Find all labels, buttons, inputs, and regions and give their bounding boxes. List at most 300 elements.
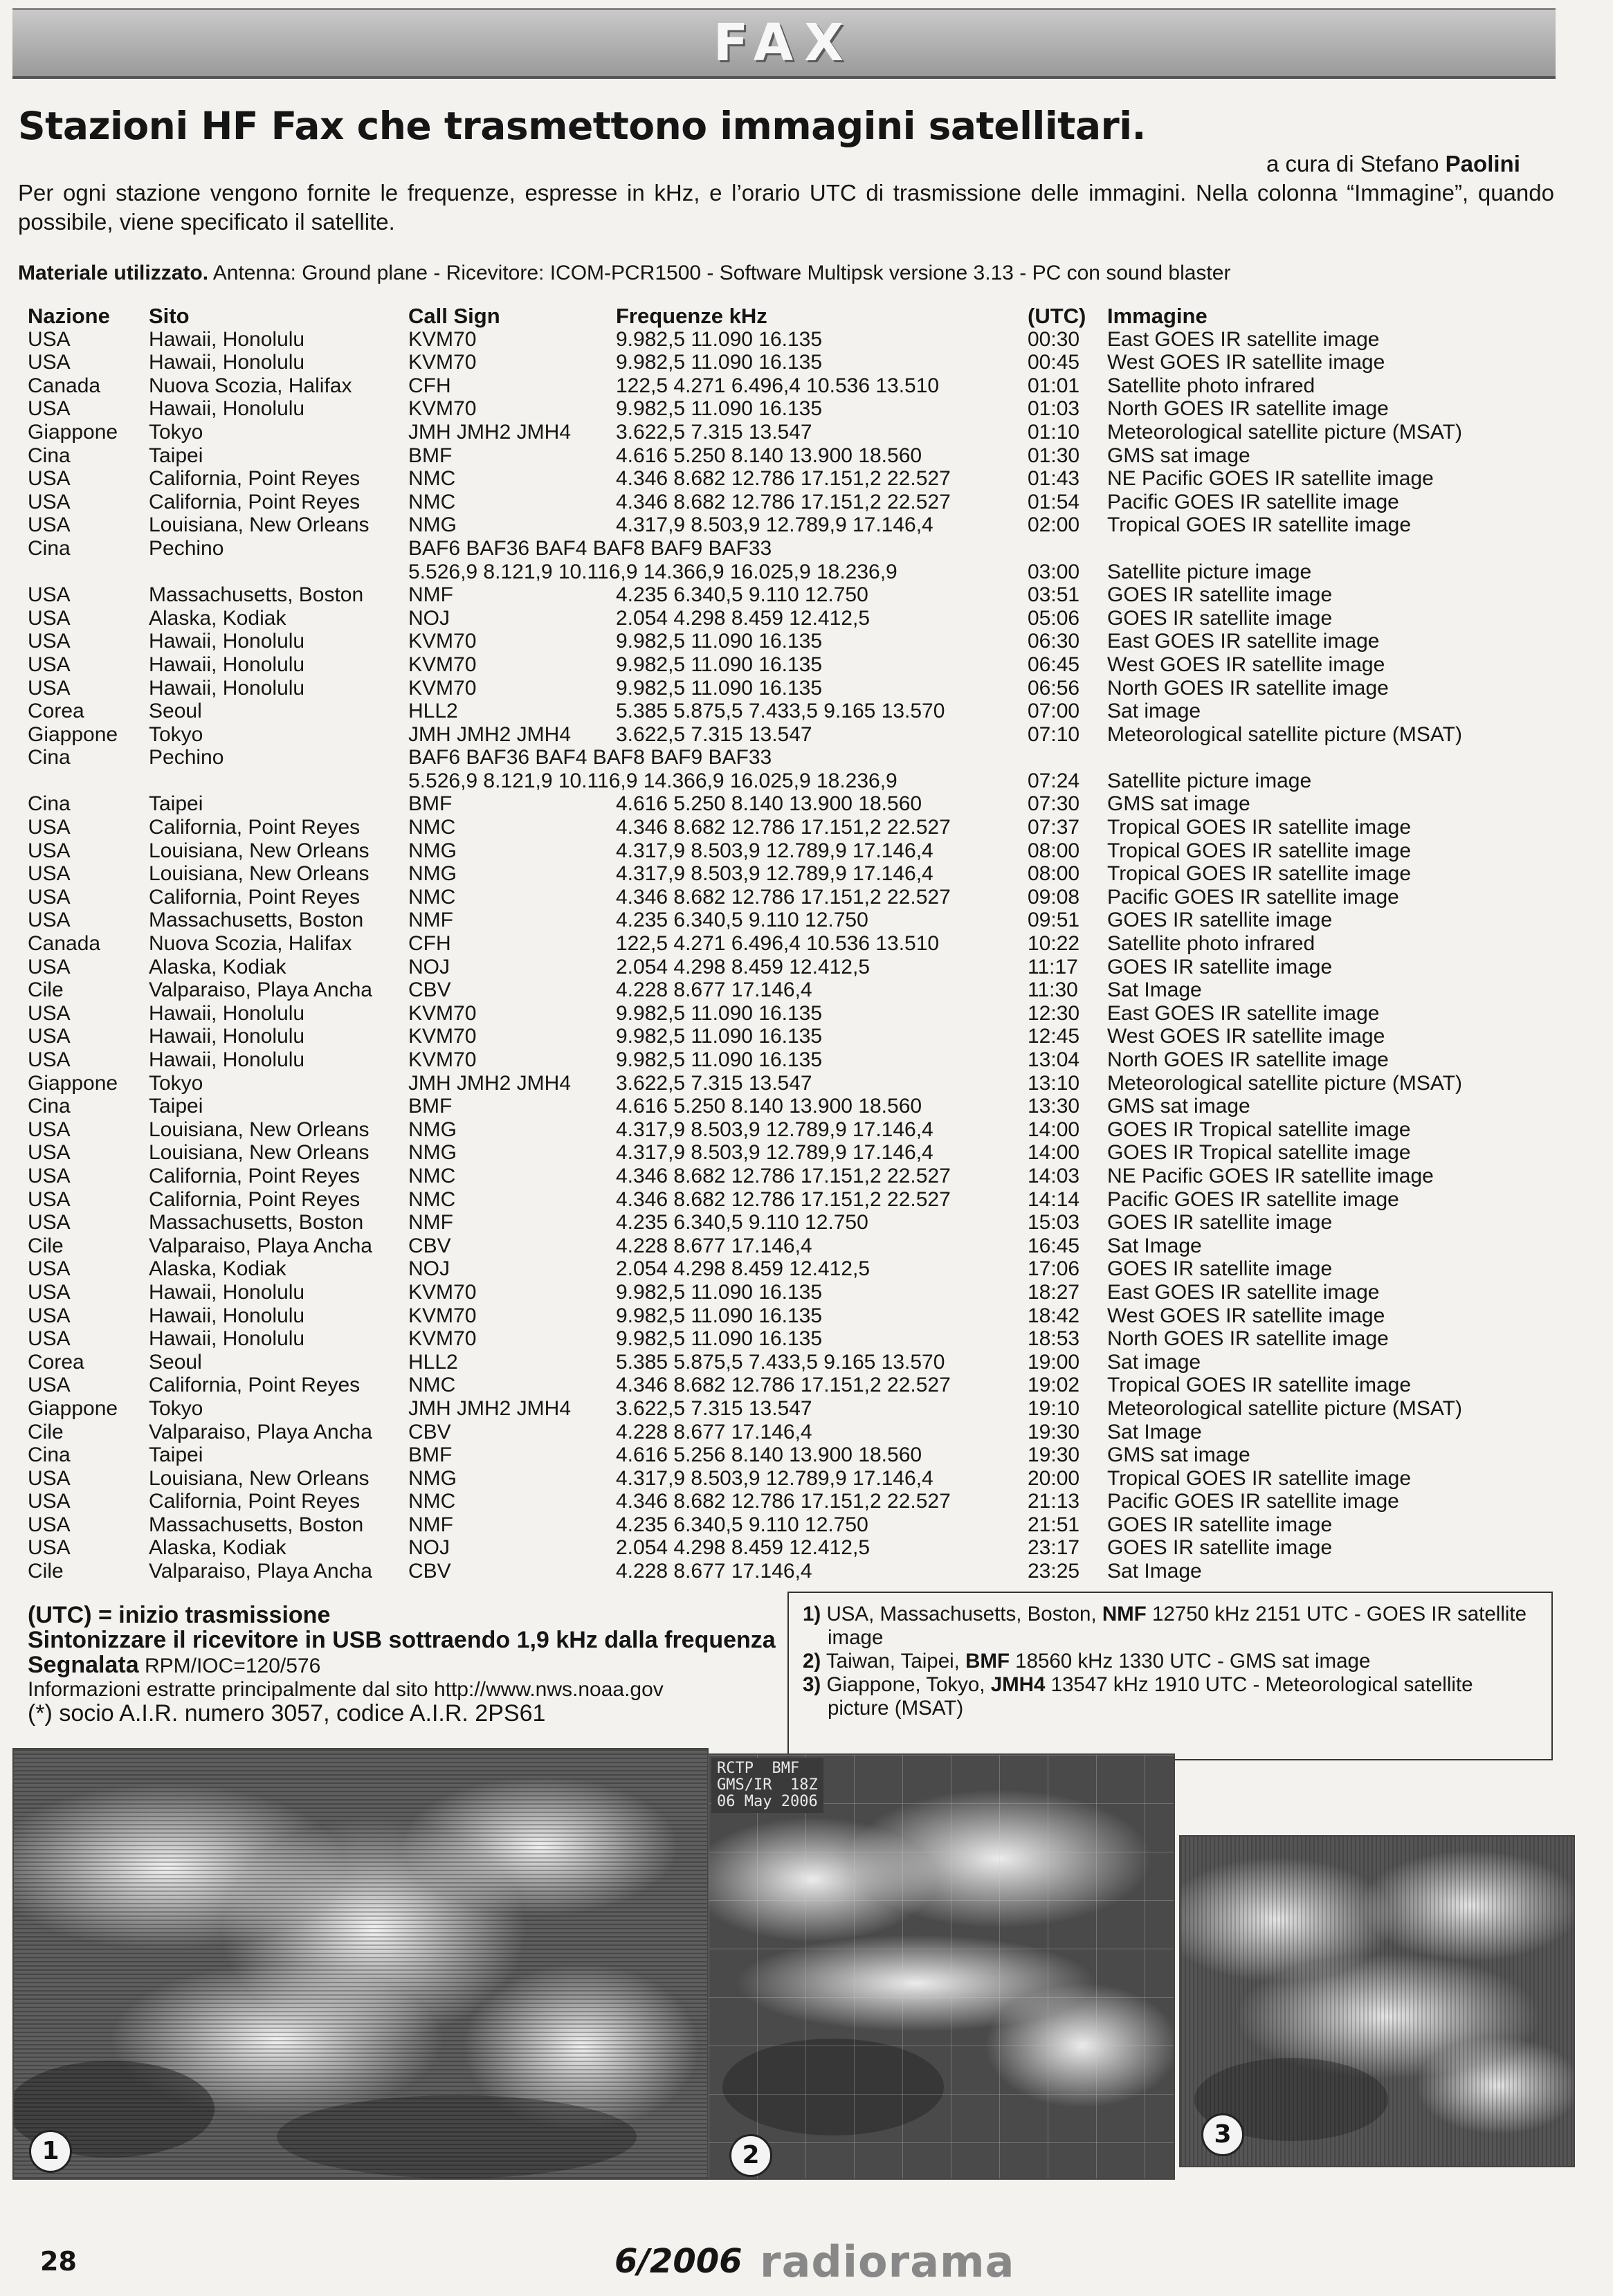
cell-utc: 05:06 [1028,606,1080,630]
cell-image: GOES IR satellite image [1107,909,1333,932]
cell-nation: Cina [28,792,71,816]
cell-image: Tropical GOES IR satellite image [1107,816,1412,839]
cell-call: NMF [408,1211,453,1234]
caption-item [803,1650,1538,1673]
cell-site: Seoul [149,1350,202,1374]
cell-freq: 9.982,5 11.090 16.135 [616,1025,823,1048]
cell-utc: 19:10 [1028,1396,1080,1420]
cell-utc: 17:06 [1028,1257,1080,1281]
cell-call: BAF6 BAF36 BAF4 BAF8 BAF9 BAF33 [408,536,772,560]
caption-num: 3) [803,1673,821,1696]
cell-call: 5.526,9 8.121,9 10.116,9 14.366,9 16.025,9 18.236,9 [408,560,897,583]
cell-site: California, Point Reyes [149,816,361,839]
cell-site: Hawaii, Honolulu [149,1327,305,1351]
cell-utc: 09:51 [1028,909,1080,932]
cell-site: Hawaii, Honolulu [149,630,305,653]
cell-utc: 03:51 [1028,583,1080,607]
cell-utc: 06:45 [1028,653,1080,676]
cell-site: Valparaiso, Playa Ancha [149,1560,372,1583]
cell-site: Alaska, Kodiak [149,1257,286,1281]
satellite-image-2 [707,1753,1175,2180]
caption-pre: Taiwan, Taipei, [826,1650,966,1673]
cell-utc: 21:51 [1028,1513,1080,1536]
cell-image: GOES IR satellite image [1107,955,1333,978]
caption-call: NMF [1102,1603,1147,1625]
cell-call: CBV [408,1420,451,1443]
cell-utc: 11:17 [1028,955,1078,978]
cell-freq: 4.317,9 8.503,9 12.789,9 17.146,4 [616,1118,933,1141]
materials-line [18,262,1230,285]
cell-freq: 4.228 8.677 17.146,4 [616,978,812,1002]
cell-call: JMH JMH2 JMH4 [408,1396,572,1420]
cell-call: KVM70 [408,1025,477,1048]
cell-utc: 18:42 [1028,1304,1080,1327]
satellite-image-3 [1179,1835,1575,2167]
cell-utc: 07:30 [1028,792,1080,816]
cell-freq: 9.982,5 11.090 16.135 [616,1304,823,1327]
cell-freq: 4.616 5.250 8.140 13.900 18.560 [616,444,922,467]
cell-site: California, Point Reyes [149,1374,361,1397]
cell-freq: 4.317,9 8.503,9 12.789,9 17.146,4 [616,1141,933,1165]
cell-image: NE Pacific GOES IR satellite image [1107,467,1434,491]
cell-utc: 15:03 [1028,1211,1080,1234]
cell-utc: 07:10 [1028,722,1080,746]
cell-utc: 18:27 [1028,1280,1080,1304]
cell-utc: 14:00 [1028,1118,1080,1141]
cell-site: Louisiana, New Orleans [149,839,370,862]
cell-freq: 4.346 8.682 12.786 17.151,2 22.527 [616,1164,951,1187]
cell-image: Sat image [1107,700,1201,723]
cell-utc: 10:22 [1028,932,1080,956]
cell-freq: 3.622,5 7.315 13.547 [616,1071,812,1095]
caption-post: 12750 kHz 2151 UTC - GOES IR satellite image [828,1603,1527,1649]
cell-freq: 5.385 5.875,5 7.433,5 9.165 13.570 [616,1350,945,1374]
page-footer [0,2236,1613,2285]
satellite-image-1 [12,1748,709,2180]
cell-nation: Giappone [28,420,118,444]
cell-image: Pacific GOES IR satellite image [1107,490,1399,513]
cell-utc: 13:10 [1028,1071,1080,1095]
cell-image: Pacific GOES IR satellite image [1107,1490,1399,1513]
cell-freq: 2.054 4.298 8.459 12.412,5 [616,606,871,630]
cell-site: California, Point Reyes [149,1490,361,1513]
cell-image: North GOES IR satellite image [1107,397,1389,421]
cell-image: Sat Image [1107,978,1202,1002]
cell-site: Hawaii, Honolulu [149,1304,305,1327]
cell-image: Tropical GOES IR satellite image [1107,513,1412,537]
cell-site: Massachusetts, Boston [149,583,364,607]
cell-call: NMF [408,909,453,932]
cell-site: California, Point Reyes [149,885,361,909]
cell-nation: USA [28,1374,71,1397]
cell-utc: 08:00 [1028,862,1080,886]
cell-utc: 09:08 [1028,885,1080,909]
cell-utc: 08:00 [1028,839,1080,862]
caption-call: BMF [965,1650,1010,1673]
cell-nation: USA [28,1187,71,1211]
cell-call: KVM70 [408,1327,477,1351]
cell-image: GOES IR satellite image [1107,583,1333,607]
cell-utc: 19:02 [1028,1374,1080,1397]
cell-image: GMS sat image [1107,1443,1250,1467]
cell-image: NE Pacific GOES IR satellite image [1107,1164,1434,1187]
cell-freq: 4.228 8.677 17.146,4 [616,1420,812,1443]
cell-utc: 07:00 [1028,700,1080,723]
cell-freq: 3.622,5 7.315 13.547 [616,722,812,746]
cell-nation: USA [28,583,71,607]
cell-image: East GOES IR satellite image [1107,327,1380,351]
cell-call: NMF [408,583,453,607]
cell-call: NMC [408,1374,456,1397]
cell-site: Hawaii, Honolulu [149,327,305,351]
cell-site: Hawaii, Honolulu [149,653,305,676]
cell-call: KVM70 [408,653,477,676]
cell-nation: USA [28,327,71,351]
cell-site: Taipei [149,792,203,816]
cell-image: Meteorological satellite picture (MSAT) [1107,1071,1462,1095]
cell-freq: 122,5 4.271 6.496,4 10.536 13.510 [616,932,940,956]
cell-site: Nuova Scozia, Halifax [149,374,352,397]
cell-nation: USA [28,1327,71,1351]
cell-image: Tropical GOES IR satellite image [1107,839,1412,862]
cell-freq: 9.982,5 11.090 16.135 [616,1327,823,1351]
cell-nation: Corea [28,700,84,723]
cell-freq: 4.235 6.340,5 9.110 12.750 [616,1211,868,1234]
cell-site: Massachusetts, Boston [149,1513,364,1536]
cell-freq: 3.622,5 7.315 13.547 [616,1396,812,1420]
cell-image: GOES IR satellite image [1107,1536,1333,1560]
page-number: 28 [40,2246,77,2277]
header-call: Call Sign [408,304,500,328]
cell-utc: 01:30 [1028,444,1080,467]
cell-site: Tokyo [149,420,203,444]
cell-nation: USA [28,816,71,839]
cell-image: GOES IR satellite image [1107,1257,1333,1281]
cell-nation: Canada [28,374,101,397]
cell-site: Valparaiso, Playa Ancha [149,978,372,1002]
cell-freq: 4.317,9 8.503,9 12.789,9 17.146,4 [616,862,933,886]
article-title: Stazioni HF Fax che trasmettono immagini satellitari. [18,104,1146,148]
cell-utc: 01:54 [1028,490,1080,513]
cell-site: Hawaii, Honolulu [149,1280,305,1304]
intro-paragraph: Per ogni stazione vengono fornite le frequenze, espresse in kHz, e l’orario UTC di trasmissione delle immagini. Nella colonna “Immagine”, quando possibile, viene specificato il satellite. [18,180,1554,235]
cell-nation: USA [28,490,71,513]
cell-call: CBV [408,978,451,1002]
caption-post: 18560 kHz 1330 UTC - GMS sat image [1009,1650,1371,1673]
cell-call: NMG [408,513,457,537]
cell-site: Hawaii, Honolulu [149,676,305,700]
cell-nation: USA [28,1466,71,1490]
cell-call: NMC [408,816,456,839]
cell-utc: 19:30 [1028,1443,1080,1467]
cell-image: East GOES IR satellite image [1107,1001,1380,1025]
cell-image: Sat Image [1107,1420,1202,1443]
author-name: Paolini [1445,151,1520,176]
caption-num: 1) [803,1603,821,1625]
cell-utc: 02:00 [1028,513,1080,537]
cell-nation: USA [28,513,71,537]
cell-call: JMH JMH2 JMH4 [408,1071,572,1095]
cell-freq: 2.054 4.298 8.459 12.412,5 [616,955,871,978]
cell-site: Hawaii, Honolulu [149,351,305,374]
cell-nation: USA [28,1001,71,1025]
cell-nation: USA [28,1048,71,1071]
cell-image: Tropical GOES IR satellite image [1107,1374,1412,1397]
cell-site: Pechino [149,746,224,769]
cell-site: California, Point Reyes [149,467,361,491]
cell-call: KVM70 [408,1280,477,1304]
cell-nation: USA [28,862,71,886]
cell-nation: USA [28,1141,71,1165]
cell-utc: 13:30 [1028,1095,1080,1118]
cell-utc: 07:24 [1028,769,1080,792]
author-prefix: a cura di Stefano [1266,151,1439,176]
header-site: Sito [149,304,190,328]
cell-site: Louisiana, New Orleans [149,513,370,537]
cell-call: BMF [408,792,453,816]
cell-utc: 01:03 [1028,397,1080,421]
cell-nation: USA [28,630,71,653]
cell-site: Massachusetts, Boston [149,909,364,932]
cell-call: KVM70 [408,1001,477,1025]
reported-label: Segnalata [28,1652,139,1678]
magazine-brand: radiorama [760,2236,1015,2287]
member-note: (*) socio A.I.R. numero 3057, codice A.I.R. 2PS61 [28,1700,546,1726]
cell-freq: 4.346 8.682 12.786 17.151,2 22.527 [616,1187,951,1211]
cell-nation: Cina [28,1443,71,1467]
cell-call: CBV [408,1234,451,1257]
image-badge-2: 2 [729,2134,772,2177]
cell-image: Meteorological satellite picture (MSAT) [1107,420,1462,444]
cell-image: East GOES IR satellite image [1107,630,1380,653]
cell-nation: USA [28,676,71,700]
cell-nation: USA [28,351,71,374]
cell-freq: 4.346 8.682 12.786 17.151,2 22.527 [616,467,951,491]
cell-call: NMC [408,1490,456,1513]
cell-image: North GOES IR satellite image [1107,1048,1389,1071]
cell-image: West GOES IR satellite image [1107,1304,1385,1327]
issue-number: 6/2006 [614,2242,742,2281]
cell-image: GMS sat image [1107,1095,1250,1118]
cell-nation: Cile [28,1234,64,1257]
cell-utc: 03:00 [1028,560,1080,583]
cell-utc: 19:00 [1028,1350,1080,1374]
utc-note: (UTC) = inizio trasmissione [28,1602,331,1628]
cell-freq: 9.982,5 11.090 16.135 [616,676,823,700]
header-utc: (UTC) [1028,304,1086,328]
cell-nation: USA [28,839,71,862]
cell-freq: 4.346 8.682 12.786 17.151,2 22.527 [616,1374,951,1397]
cell-nation: USA [28,397,71,421]
cell-freq: 5.385 5.875,5 7.433,5 9.165 13.570 [616,700,945,723]
caption-num: 2) [803,1650,821,1673]
cell-call: 5.526,9 8.121,9 10.116,9 14.366,9 16.025,9 18.236,9 [408,769,897,792]
cell-call: NMC [408,490,456,513]
cell-nation: USA [28,1280,71,1304]
cell-nation: USA [28,467,71,491]
cell-nation: USA [28,1164,71,1187]
cell-nation: Cina [28,444,71,467]
cell-freq: 9.982,5 11.090 16.135 [616,630,823,653]
cell-utc: 18:53 [1028,1327,1080,1351]
cell-freq: 4.235 6.340,5 9.110 12.750 [616,1513,868,1536]
cell-image: West GOES IR satellite image [1107,1025,1385,1048]
footnotes [28,1603,776,1725]
cell-nation: Cina [28,1095,71,1118]
cell-utc: 14:03 [1028,1164,1080,1187]
cell-nation: USA [28,1304,71,1327]
cell-call: NOJ [408,1536,450,1560]
cell-image: GOES IR satellite image [1107,1513,1333,1536]
cell-call: HLL2 [408,1350,458,1374]
cell-image: Sat Image [1107,1234,1202,1257]
cell-site: Tokyo [149,1071,203,1095]
cell-image: West GOES IR satellite image [1107,351,1385,374]
cell-call: KVM70 [408,1304,477,1327]
section-banner [12,8,1556,79]
cell-call: NMG [408,862,457,886]
cell-site: Taipei [149,444,203,467]
source-note: Informazioni estratte principalmente dal sito http://www.nws.noaa.gov [28,1678,664,1701]
cell-nation: USA [28,1025,71,1048]
cell-nation: Giappone [28,1071,118,1095]
cell-call: NMC [408,467,456,491]
caption-post: 13547 kHz 1910 UTC - Meteorological satellite picture (MSAT) [828,1673,1473,1720]
cell-nation: USA [28,909,71,932]
cell-freq: 4.317,9 8.503,9 12.789,9 17.146,4 [616,1466,933,1490]
cell-call: KVM70 [408,630,477,653]
cell-site: Valparaiso, Playa Ancha [149,1420,372,1443]
cell-nation: Cina [28,746,71,769]
cell-image: GMS sat image [1107,444,1250,467]
cell-site: Hawaii, Honolulu [149,1001,305,1025]
cell-site: Tokyo [149,1396,203,1420]
cell-call: JMH JMH2 JMH4 [408,722,572,746]
cell-freq: 9.982,5 11.090 16.135 [616,653,823,676]
cell-call: BMF [408,444,453,467]
cell-nation: USA [28,1118,71,1141]
cell-nation: USA [28,1257,71,1281]
cell-nation: USA [28,1536,71,1560]
cell-site: Louisiana, New Orleans [149,1141,370,1165]
cell-site: Massachusetts, Boston [149,1211,364,1234]
reported-value: RPM/IOC=120/576 [144,1655,321,1677]
cell-image: GOES IR Tropical satellite image [1107,1118,1411,1141]
cell-utc: 13:04 [1028,1048,1080,1071]
cell-site: Hawaii, Honolulu [149,1025,305,1048]
image-timestamp: RCTP BMF GMS/IR 18Z 06 May 2006 [711,1758,823,1813]
cell-call: KVM70 [408,327,477,351]
cell-site: Taipei [149,1443,203,1467]
cell-call: NOJ [408,955,450,978]
cell-image: West GOES IR satellite image [1107,653,1385,676]
cell-utc: 12:45 [1028,1025,1080,1048]
cell-freq: 9.982,5 11.090 16.135 [616,327,823,351]
tune-note: Sintonizzare il ricevitore in USB sottraendo 1,9 kHz dalla frequenza [28,1627,776,1653]
cell-site: Louisiana, New Orleans [149,862,370,886]
cell-freq: 4.346 8.682 12.786 17.151,2 22.527 [616,490,951,513]
cell-site: Pechino [149,536,224,560]
cell-nation: Corea [28,1350,84,1374]
cell-utc: 06:56 [1028,676,1080,700]
cell-utc: 01:01 [1028,374,1080,397]
cell-image: Meteorological satellite picture (MSAT) [1107,1396,1462,1420]
cell-nation: Cile [28,1560,64,1583]
cell-image: Sat image [1107,1350,1201,1374]
cell-site: Tokyo [149,722,203,746]
cell-site: California, Point Reyes [149,1187,361,1211]
cell-freq: 4.317,9 8.503,9 12.789,9 17.146,4 [616,513,933,537]
cell-utc: 21:13 [1028,1490,1080,1513]
caption-item [803,1603,1538,1650]
caption-call: JMH4 [990,1673,1046,1696]
cell-utc: 01:10 [1028,420,1080,444]
header-freq: Frequenze kHz [616,304,767,328]
captions-box [787,1592,1553,1760]
cell-call: NMC [408,1164,456,1187]
cell-nation: USA [28,653,71,676]
header-nation: Nazione [28,304,110,328]
cell-utc: 14:14 [1028,1187,1080,1211]
cell-freq: 9.982,5 11.090 16.135 [616,397,823,421]
cell-call: CFH [408,374,451,397]
cell-call: NMC [408,885,456,909]
cell-call: BAF6 BAF36 BAF4 BAF8 BAF9 BAF33 [408,746,772,769]
cell-image: GOES IR Tropical satellite image [1107,1141,1411,1165]
cell-image: GOES IR satellite image [1107,1211,1333,1234]
cell-freq: 9.982,5 11.090 16.135 [616,351,823,374]
author-line [1266,151,1520,177]
cell-freq: 4.616 5.250 8.140 13.900 18.560 [616,1095,922,1118]
cell-image: Meteorological satellite picture (MSAT) [1107,722,1462,746]
cell-image: Pacific GOES IR satellite image [1107,885,1399,909]
cell-call: JMH JMH2 JMH4 [408,420,572,444]
cell-freq: 3.622,5 7.315 13.547 [616,420,812,444]
cell-call: CFH [408,932,451,956]
cell-call: NMG [408,1466,457,1490]
cell-utc: 20:00 [1028,1466,1080,1490]
cell-freq: 9.982,5 11.090 16.135 [616,1048,823,1071]
cell-site: Alaska, Kodiak [149,606,286,630]
cell-nation: USA [28,1211,71,1234]
cell-site: Hawaii, Honolulu [149,397,305,421]
cell-utc: 14:00 [1028,1141,1080,1165]
header-image: Immagine [1107,304,1208,328]
cell-site: Louisiana, New Orleans [149,1118,370,1141]
cell-freq: 4.228 8.677 17.146,4 [616,1560,812,1583]
cell-site: Alaska, Kodiak [149,1536,286,1560]
cell-image: North GOES IR satellite image [1107,676,1389,700]
cell-image: Satellite picture image [1107,769,1312,792]
cell-site: Seoul [149,700,202,723]
cell-call: NMG [408,1141,457,1165]
caption-item [803,1673,1538,1720]
cell-utc: 07:37 [1028,816,1080,839]
materials-text: Antenna: Ground plane - Ricevitore: ICOM-PCR1500 - Software Multipsk versione 3.13 - PC con sound blaster [212,262,1231,284]
cell-freq: 4.317,9 8.503,9 12.789,9 17.146,4 [616,839,933,862]
cell-call: BMF [408,1095,453,1118]
cell-image: Pacific GOES IR satellite image [1107,1187,1399,1211]
cell-image: Tropical GOES IR satellite image [1107,1466,1412,1490]
cell-freq: 9.982,5 11.090 16.135 [616,1001,823,1025]
cell-freq: 4.235 6.340,5 9.110 12.750 [616,909,868,932]
cell-nation: Giappone [28,1396,118,1420]
cell-utc: 23:17 [1028,1536,1080,1560]
cell-image: Tropical GOES IR satellite image [1107,862,1412,886]
image-badge-1: 1 [29,2130,72,2173]
cell-image: Satellite picture image [1107,560,1312,583]
image-badge-3: 3 [1201,2113,1244,2156]
